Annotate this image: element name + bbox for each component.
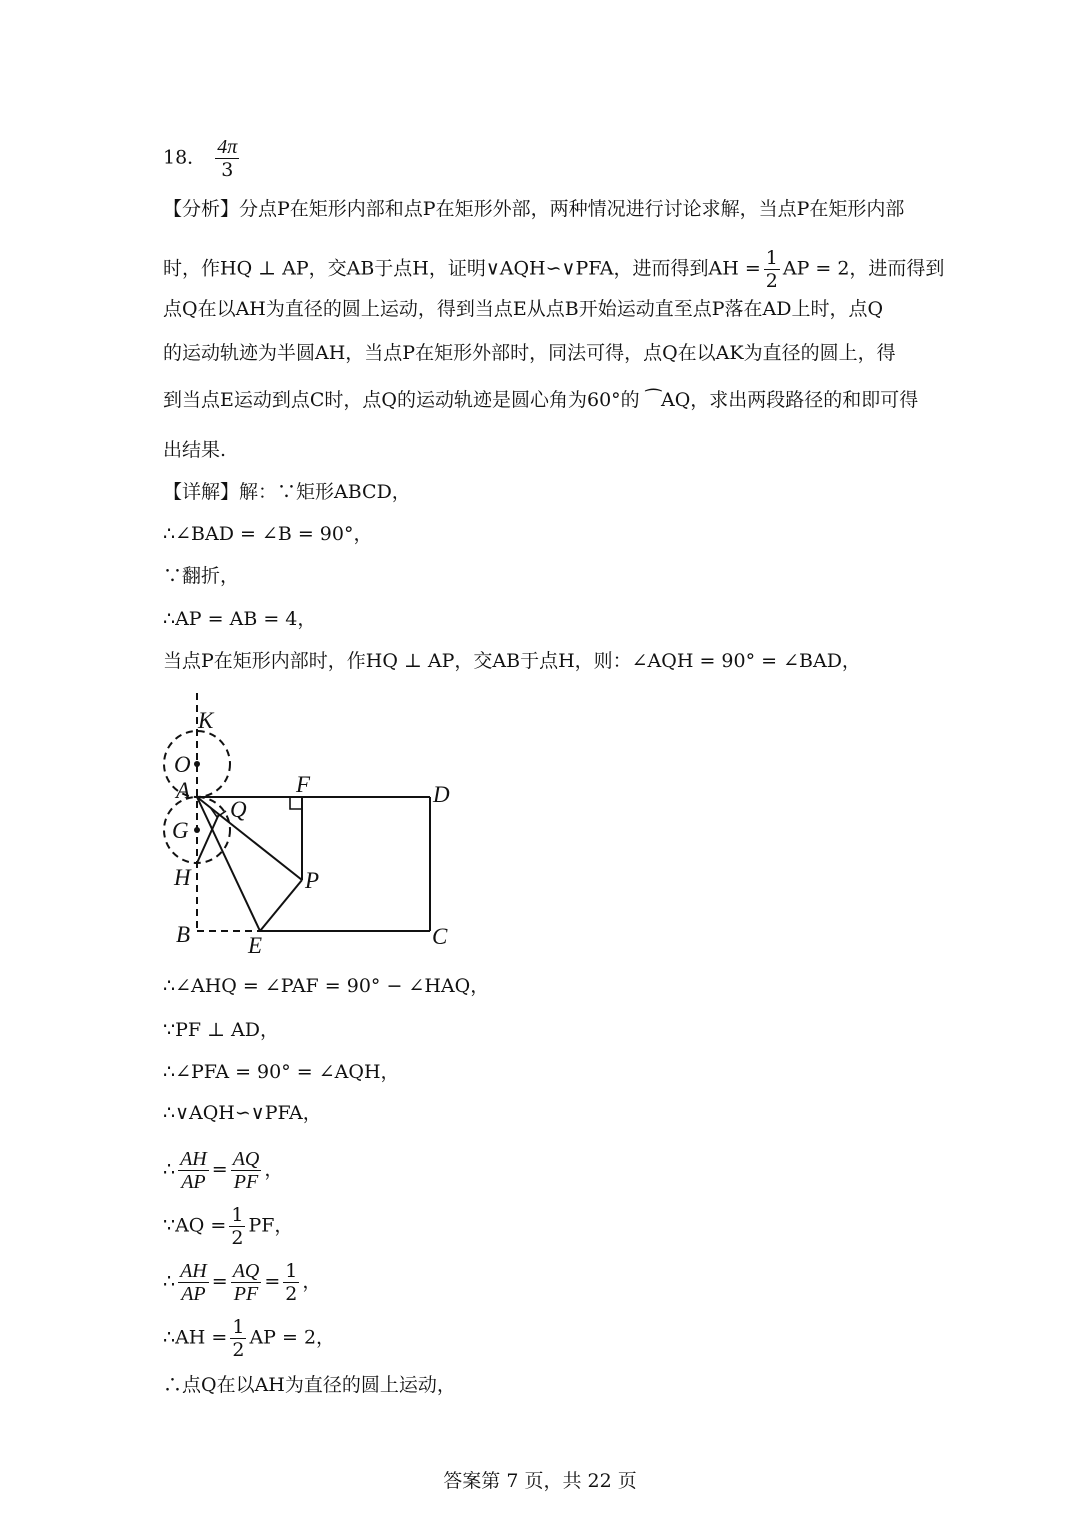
step-1: ∴∠AHQ = ∠PAF = 90° − ∠HAQ， (163, 975, 490, 997)
point-o (194, 761, 200, 767)
label-b: B (176, 922, 191, 947)
step-6: ∵AQ = $\frac{1}{2}$ PF， (163, 1204, 294, 1249)
label-f: F (296, 772, 311, 797)
label-o: O (174, 752, 191, 777)
segment-a-p (197, 797, 302, 880)
fraction-half: $\frac{1}{2}$ (231, 1204, 244, 1249)
analysis-line-4: 的运动轨迹为半圆AH，当点P在矩形外部时，同法可得，点Q在以AK为直径的圆上，得 (163, 342, 896, 364)
step-2: ∵PF ⊥ AD， (163, 1019, 279, 1041)
label-k: K (198, 708, 214, 733)
label-q: Q (230, 797, 247, 822)
analysis-line-2: 时，作HQ ⊥ AP，交AB于点H，证明∨AQH∽∨PFA，进而得到AH = $\frac{1}{2}$ AP = 2，进而得到 (163, 247, 945, 292)
fraction-half: $\frac{1}{2}$ (765, 247, 778, 292)
step-4: ∴∨AQH∽∨PFA， (163, 1102, 322, 1124)
step-8: ∴AH = $\frac{1}{2}$ AP = 2， (163, 1316, 336, 1361)
label-c: C (432, 924, 448, 949)
step-7: ∴ $\frac{AH}{AP}$ = $\frac{AQ}{PF}$ = $\frac{1}{2}$ ， (163, 1260, 322, 1305)
step-3: ∴∠PFA = 90° = ∠AQH， (163, 1061, 400, 1083)
fraction-ah-ap: $\frac{AH}{AP}$ (180, 1260, 207, 1305)
segment-a-e (197, 797, 260, 931)
problem-header (163, 136, 242, 181)
segment-p-e (260, 880, 302, 931)
right-angle-mark-f (290, 797, 302, 809)
point-g (194, 827, 200, 833)
fraction-half: $\frac{1}{2}$ (285, 1260, 298, 1305)
fraction-ah-ap: $\frac{AH}{AP}$ (180, 1148, 207, 1193)
label-e: E (248, 933, 263, 958)
answer-fraction: $\frac{4\pi}{3}$ (217, 136, 238, 181)
label-p: P (305, 868, 320, 893)
analysis-line-6: 出结果. (163, 439, 227, 461)
detail-line-1: 【详解】解：∵矩形ABCD， (163, 481, 411, 503)
analysis-line-3: 点Q在以AH为直径的圆上运动，得到当点E从点B开始运动直至点P落在AD上时，点Q (163, 298, 884, 320)
label-h: H (174, 865, 191, 890)
geometry-figure (150, 688, 470, 958)
label-d: D (433, 782, 450, 807)
detail-line-4: ∴AP = AB = 4， (163, 608, 317, 630)
fraction-half: $\frac{1}{2}$ (232, 1316, 245, 1361)
step-5: ∴ $\frac{AH}{AP}$ = $\frac{AQ}{PF}$ ， (163, 1148, 284, 1193)
step-9: ∴点Q在以AH为直径的圆上运动， (163, 1374, 456, 1396)
label-a: A (176, 778, 191, 803)
analysis-line-5: 到当点E运动到点C时，点Q的运动轨迹是圆心角为60°的 ⁀AQ，求出两段路径的和即可得 (163, 389, 919, 411)
detail-line-2: ∴∠BAD = ∠B = 90°， (163, 523, 373, 545)
detail-line-5: 当点P在矩形内部时，作HQ ⊥ AP，交AB于点H，则：∠AQH = 90° = ∠BAD， (163, 650, 861, 672)
detail-line-3: ∵翻折， (163, 565, 240, 587)
fraction-aq-pf: $\frac{AQ}{PF}$ (232, 1260, 260, 1305)
label-g: G (172, 818, 189, 843)
page-number: 答案第 7 页，共 22 页 (443, 1470, 637, 1492)
problem-number: 18． (163, 146, 207, 169)
analysis-line-1: 【分析】分点P在矩形内部和点P在矩形外部，两种情况进行讨论求解，当点P在矩形内部 (163, 198, 905, 220)
fraction-aq-pf: $\frac{AQ}{PF}$ (232, 1148, 260, 1193)
